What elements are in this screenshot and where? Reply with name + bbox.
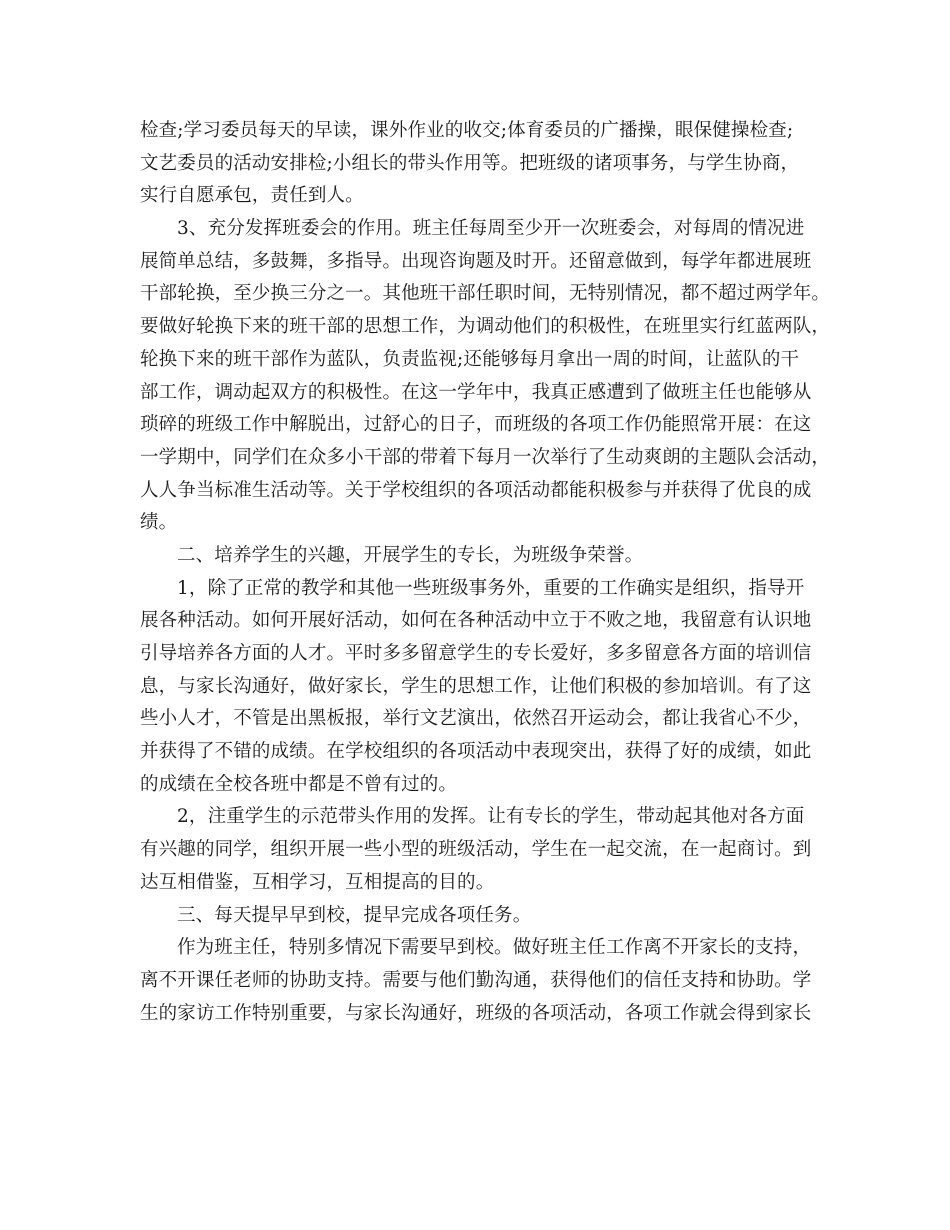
text-line: 要做好轮换下来的班干部的思想工作，为调动他们的积极性，在班里实行红蓝两队， xyxy=(140,316,831,338)
text-line: 作为班主任，特别多情况下需要早到校。做好班主任工作离不开家长的支持， xyxy=(177,937,812,959)
text-line: 3、充分发挥班委会的作用。班主任每周至少开一次班委会，对每周的情况进 xyxy=(177,218,805,240)
text-line: 琐碎的班级工作中解脱出，过舒心的日子，而班级的各项工作仍能照常开展：在这 xyxy=(140,414,812,436)
document-page xyxy=(140,115,831,1030)
text-line: 干部轮换，至少换三分之一。其他班干部任职时间，无特别情况，都不超过两学年。 xyxy=(140,283,831,305)
text-line: 人人争当标准生活动等。关于学校组织的各项活动都能积极参与并获得了优良的成 xyxy=(140,479,812,501)
text-line: 展各种活动。如何开展好活动，如何在各种活动中立于不败之地，我留意有认识地 xyxy=(140,610,812,632)
text-line: 展简单总结，多鼓舞，多指导。出现咨询题及时开。还留意做到，每学年都进展班 xyxy=(140,250,812,272)
text-line: 二、培养学生的兴趣，开展学生的专长，为班级争荣誉。 xyxy=(177,544,644,566)
text-line: 息，与家长沟通好，做好家长，学生的思想工作，让他们积极的参加培训。有了这 xyxy=(140,675,812,697)
text-line: 1，除了正常的教学和其他一些班级事务外，重要的工作确实是组织，指导开 xyxy=(177,577,805,599)
text-line: 一学期中，同学们在众多小干部的带着下每月一次举行了生动爽朗的主题队会活动， xyxy=(140,446,831,468)
text-line: 2，注重学生的示范带头作用的发挥。让有专长的学生，带动起其他对各方面 xyxy=(177,806,805,828)
text-line: 引导培养各方面的人才。平时多多留意学生的专长爱好，多多留意各方面的培训信 xyxy=(140,643,812,664)
text-line: 生的家访工作特别重要，与家长沟通好，班级的各项活动，各项工作就会得到家长 xyxy=(140,1002,812,1024)
text-line: 三、每天提早早到校，提早完成各项任务。 xyxy=(177,904,532,926)
text-line: 离不开课任老师的协助支持。需要与他们勤沟通，获得他们的信任支持和协助。学 xyxy=(140,969,812,991)
text-line: 些小人才，不管是出黑板报，举行文艺演出，依然召开运动会，都让我省心不少， xyxy=(140,708,812,730)
text-line: 检查;学习委员每天的早读，课外作业的收交;体育委员的广播操，眼保健操检查; xyxy=(140,120,794,141)
text-line: 轮换下来的班干部作为蓝队，负责监视;还能够每月拿出一周的时间，让蓝队的干 xyxy=(140,348,800,370)
text-line: 并获得了不错的成绩。在学校组织的各项活动中表现突出，获得了好的成绩，如此 xyxy=(140,741,812,763)
text-line: 有兴趣的同学，组织开展一些小型的班级活动，学生在一起交流，在一起商讨。到 xyxy=(140,839,812,861)
text-line: 实行自愿承包，责任到人。 xyxy=(140,185,364,207)
text-line: 达互相借鉴，互相学习，互相提高的目的。 xyxy=(140,871,495,893)
text-line: 的成绩在全校各班中都是不曾有过的。 xyxy=(140,773,458,795)
text-line: 绩。 xyxy=(140,512,178,534)
text-line: 部工作，调动起双方的积极性。在这一学年中，我真正感遭到了做班主任也能够从 xyxy=(140,381,812,403)
text-line: 文艺委员的活动安排检;小组长的带头作用等。把班级的诸项事务，与学生协商， xyxy=(140,152,800,174)
